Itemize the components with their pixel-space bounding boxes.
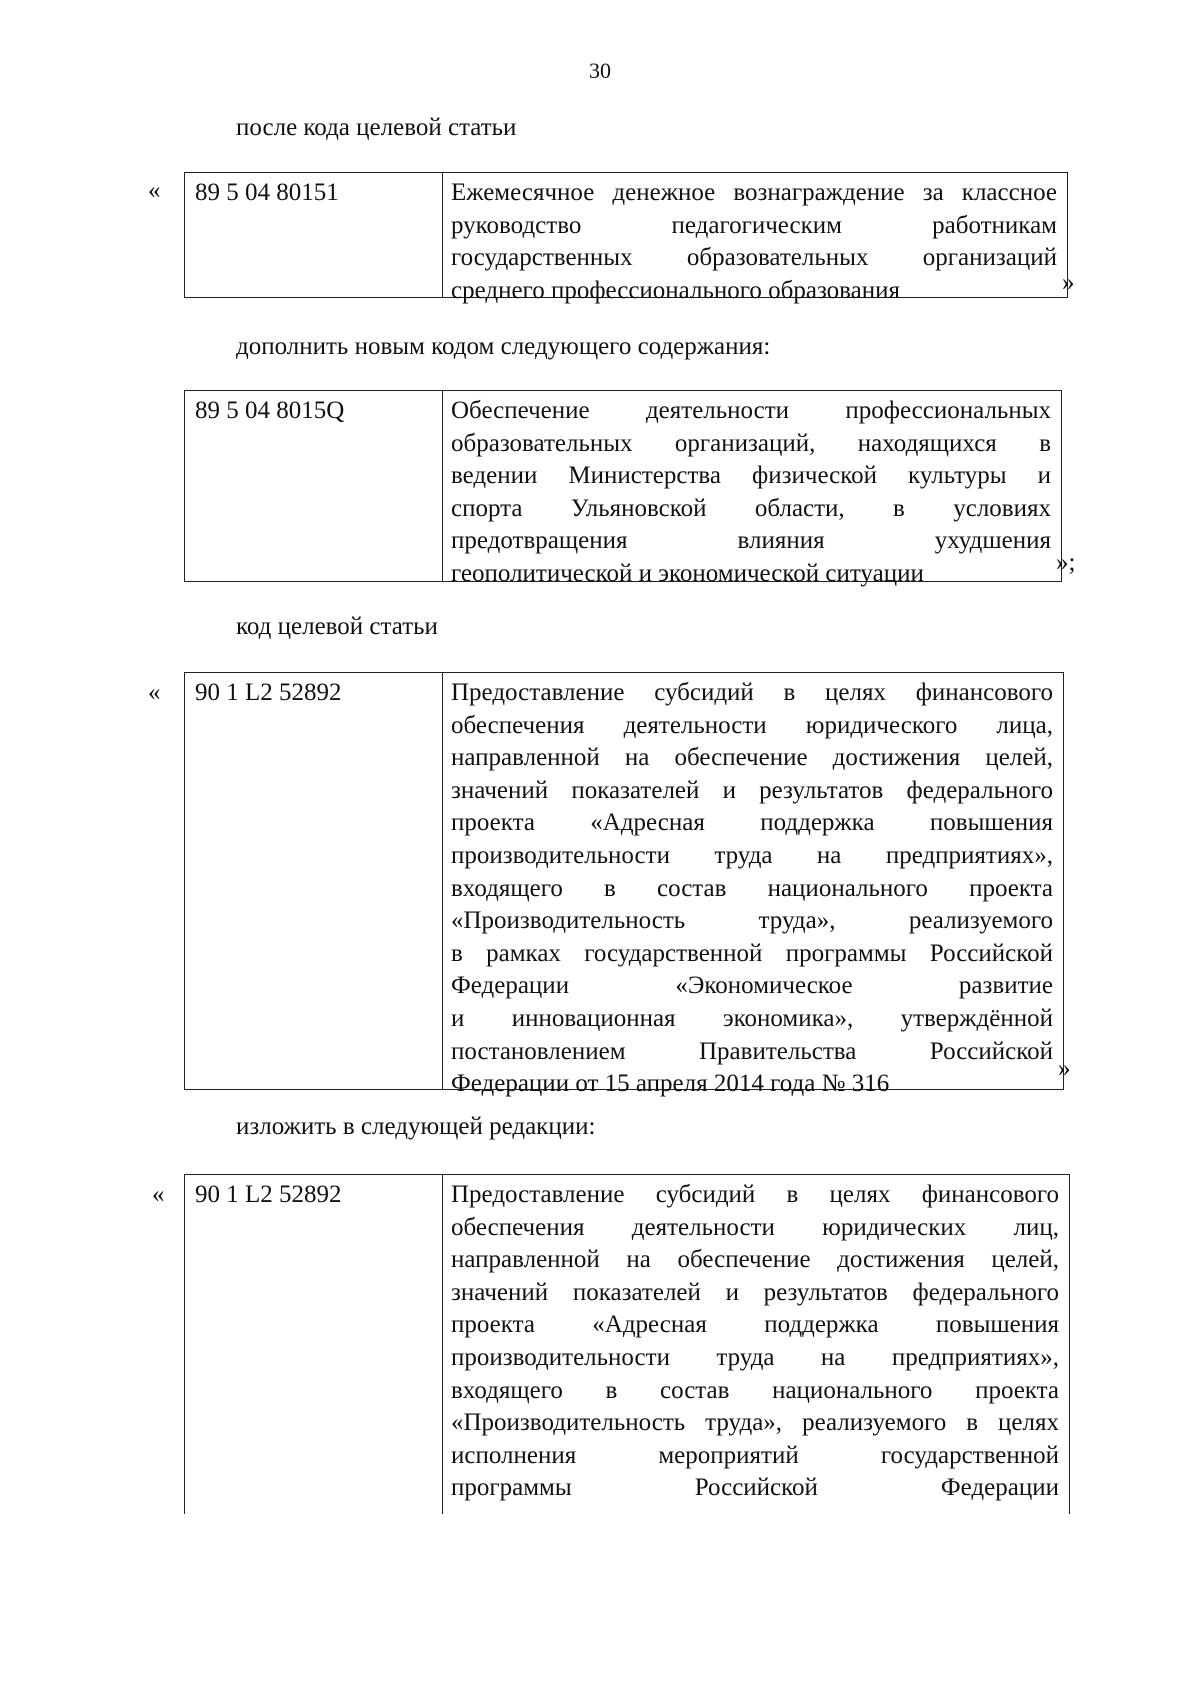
description-line: «Производительность труда», реализуемого в целях — [451, 1409, 1059, 1437]
page-number: 30 — [589, 58, 611, 83]
budget-code: 90 1 L2 52892 — [185, 673, 443, 1089]
description-line: производительности труда на предприятиях», — [451, 1343, 1059, 1371]
description-line: Предоставление субсидий в целях финансового — [451, 1181, 1059, 1208]
description-line: государственных образовательных организаций — [451, 244, 1057, 272]
description-line: Ежемесячное денежное вознаграждение за классное — [451, 179, 1057, 206]
open-quote-1: « — [148, 177, 161, 204]
description-line: Обеспечение деятельности профессиональных — [451, 397, 1051, 424]
description-line: направленной на обеспечение достижения целей, — [451, 1246, 1059, 1274]
budget-description — [443, 391, 1061, 587]
description-line: направленной на обеспечение достижения целей, — [451, 744, 1053, 772]
description-line: обеспечения деятельности юридических лиц, — [451, 1213, 1059, 1241]
description-line: среднего профессионального образования — [451, 276, 901, 304]
description-line: образовательных организаций, находящихся в — [451, 429, 1051, 457]
description-line: значений показателей и результатов федерального — [451, 1278, 1059, 1306]
budget-row-1 — [184, 172, 1068, 304]
description-line: геополитической и экономической ситуации — [451, 559, 924, 587]
budget-row-4 — [184, 1174, 1070, 1514]
intro-paragraph-2: дополнить новым кодом следующего содержания: — [236, 333, 771, 360]
description-line: производительности труда на предприятиях», — [451, 841, 1053, 869]
budget-row-3 — [184, 672, 1064, 1098]
description-line: предотвращения влияния ухудшения — [451, 527, 1051, 555]
description-line: и инновационная экономика», утверждённой — [451, 1004, 1053, 1032]
close-quote-2: »; — [1056, 549, 1076, 576]
description-line: «Производительность труда», реализуемого — [451, 907, 1053, 935]
description-line: значений показателей и результатов федерального — [451, 776, 1053, 804]
description-line: постановлением Правительства Российской — [451, 1037, 1053, 1065]
description-line: руководство педагогическим работникам — [451, 211, 1057, 239]
budget-description — [443, 673, 1063, 1098]
description-line: программы Российской Федерации — [451, 1474, 1059, 1502]
budget-code: 90 1 L2 52892 — [185, 1175, 443, 1514]
budget-code: 89 5 04 8015Q — [185, 391, 443, 581]
open-quote-4: « — [152, 1181, 165, 1208]
close-quote-1: » — [1062, 269, 1075, 296]
description-line: ведении Министерства физической культуры и — [451, 462, 1051, 490]
budget-code: 89 5 04 80151 — [185, 173, 443, 297]
description-line: входящего в состав национального проекта — [451, 874, 1053, 902]
close-quote-3: » — [1058, 1055, 1071, 1082]
description-line: проекта «Адресная поддержка повышения — [451, 1311, 1059, 1339]
description-line: проекта «Адресная поддержка повышения — [451, 809, 1053, 837]
description-line: в рамках государственной программы Российской — [451, 939, 1053, 967]
intro-paragraph-3: код целевой статьи — [236, 613, 438, 640]
description-line: Предоставление субсидий в целях финансового — [451, 679, 1053, 706]
description-line: исполнения мероприятий государственной — [451, 1441, 1059, 1469]
description-line: обеспечения деятельности юридического лица, — [451, 711, 1053, 739]
budget-description — [443, 173, 1067, 304]
description-line: спорта Ульяновской области, в условиях — [451, 494, 1051, 522]
description-line: Федерации «Экономическое развитие — [451, 972, 1053, 1000]
intro-paragraph-4: изложить в следующей редакции: — [236, 1113, 596, 1140]
budget-row-2 — [184, 390, 1062, 587]
open-quote-3: « — [148, 679, 161, 706]
description-line: Федерации от 15 апреля 2014 года № 316 — [451, 1070, 890, 1098]
budget-description — [443, 1175, 1069, 1514]
description-line: входящего в состав национального проекта — [451, 1376, 1059, 1404]
intro-paragraph-1: после кода целевой статьи — [236, 114, 517, 141]
